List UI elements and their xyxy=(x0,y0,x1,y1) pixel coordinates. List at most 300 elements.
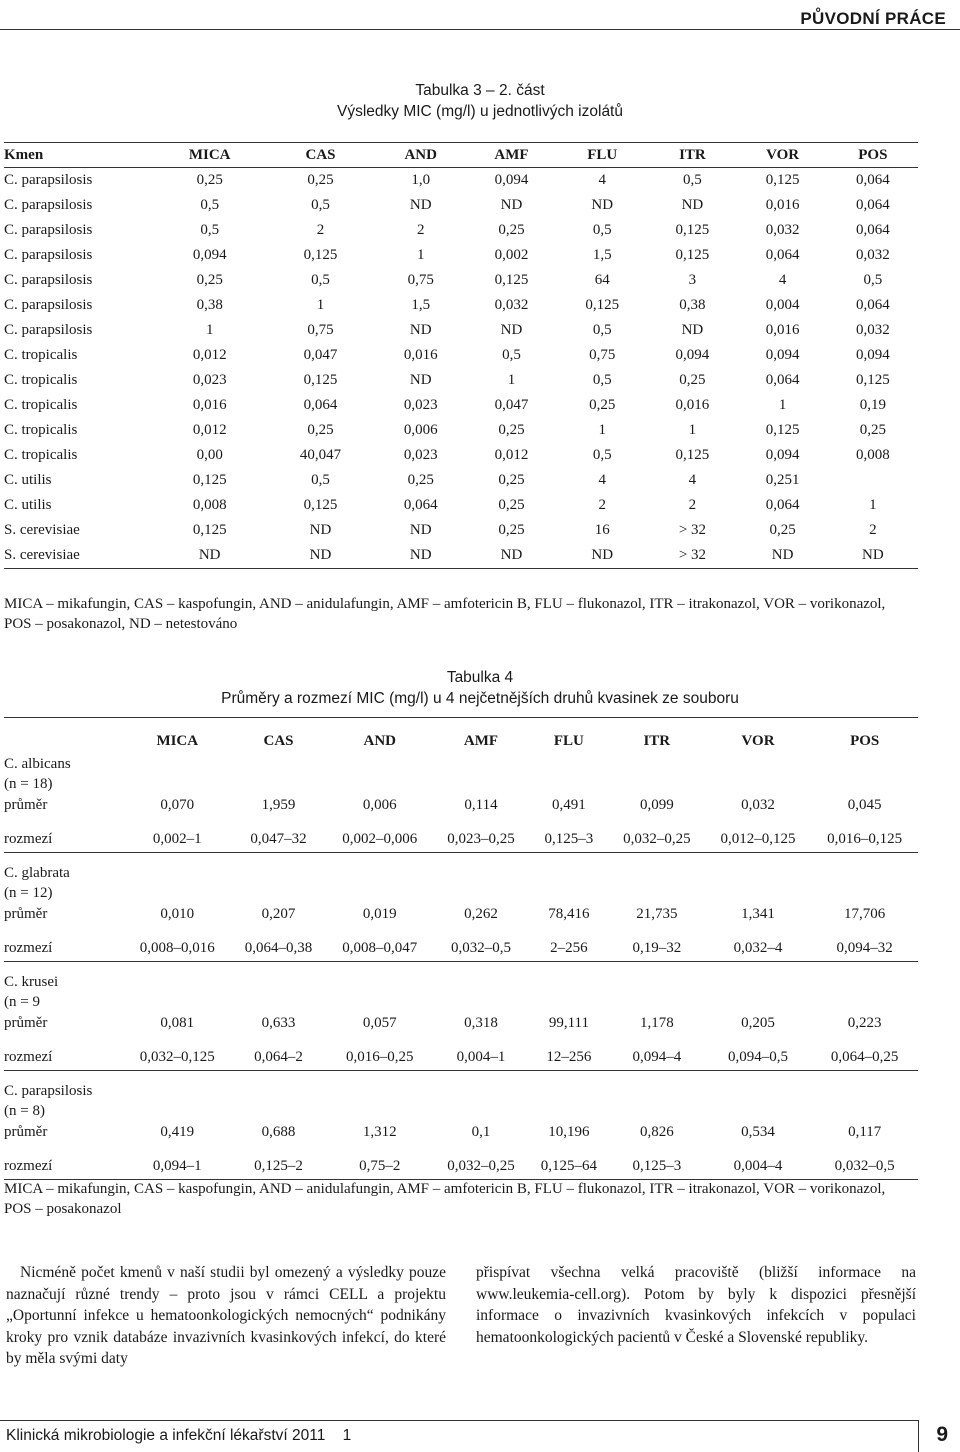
average-label: průměr xyxy=(4,905,48,922)
mic-value: 0,047 xyxy=(494,397,529,413)
mic-value: 0,25 xyxy=(307,422,334,438)
body-text-left: Nicméně počet kmenů v naší studii byl omezený a výsledky pouze naznačují různé trendy – proto jsou v rámci CELL a projektu „Oportunní infekce u hematoonkologických nemocných“ podnikány kroky pro vznik databáze invazivních kvasinkových infekcí, do které by měla svými daty xyxy=(6,1264,446,1367)
mic-value: 1,5 xyxy=(411,297,431,313)
empty-cell xyxy=(705,992,812,1012)
average-value: 0,019 xyxy=(362,905,397,922)
table-row xyxy=(4,543,918,569)
table4-col-header: MICA xyxy=(124,718,231,755)
mic-value: 0,047 xyxy=(303,347,338,363)
species-row xyxy=(4,863,918,883)
average-value: 0,081 xyxy=(160,1014,195,1031)
range-value: 0,032–4 xyxy=(705,935,812,962)
mic-value: ND xyxy=(409,197,432,213)
mic-value: 0,002 xyxy=(494,247,529,263)
mic-value: 0,064 xyxy=(303,397,338,413)
mic-value: 0,064 xyxy=(403,497,438,513)
average-value: 17,706 xyxy=(844,905,886,922)
average-value: 0,491 xyxy=(552,796,586,813)
mic-value: 2 xyxy=(688,497,697,513)
range-value: 0,032–0,5 xyxy=(433,935,529,962)
mic-value: 0,125 xyxy=(675,247,710,263)
empty-cell xyxy=(124,1101,231,1121)
empty-cell xyxy=(811,972,918,992)
table4-col-header: AMF xyxy=(433,718,529,755)
mic-value: 0,064 xyxy=(765,372,800,388)
mic-value: 0,064 xyxy=(765,497,800,513)
empty-cell xyxy=(529,972,609,992)
range-value: 0,75–2 xyxy=(326,1153,433,1180)
table3-col-header: MICA xyxy=(154,143,265,168)
empty-cell xyxy=(609,1081,705,1101)
range-value: 0,012–0,125 xyxy=(705,826,812,853)
empty-cell xyxy=(124,992,231,1012)
empty-cell xyxy=(811,1101,918,1121)
mic-value: 0,016 xyxy=(765,197,800,213)
mic-value: 0,5 xyxy=(502,347,521,363)
species-name: C. glabrata xyxy=(4,864,70,881)
mic-value: 0,016 xyxy=(765,322,800,338)
mic-value: 0,032 xyxy=(855,322,890,338)
strain-name: C. parapsilosis xyxy=(4,272,93,288)
table4-col-header: ITR xyxy=(609,718,705,755)
table4-footnote: MICA – mikafungin, CAS – kaspofungin, AND – anidulafungin, AMF – amfotericin B, FLU – flukonazol, ITR – itrakonazol, VOR – vorikonazol, POS – posakonazol xyxy=(4,1181,886,1217)
table-row xyxy=(4,393,918,418)
range-value: 0,094–4 xyxy=(609,1044,705,1071)
mic-value: 0,251 xyxy=(765,472,800,488)
strain-name: C. tropicalis xyxy=(4,422,78,438)
mic-value: 1 xyxy=(869,497,877,513)
empty-cell xyxy=(705,1101,812,1121)
empty-cell xyxy=(433,992,529,1012)
empty-cell xyxy=(326,1101,433,1121)
mic-value: 0,125 xyxy=(303,247,338,263)
mic-value: 0,012 xyxy=(192,347,227,363)
mic-value: 0,75 xyxy=(407,272,434,288)
mic-value: 0,125 xyxy=(192,472,227,488)
range-value: 0,064–0,38 xyxy=(231,935,327,962)
species-count-row xyxy=(4,1101,918,1121)
mic-value: 0,125 xyxy=(675,447,710,463)
average-row xyxy=(4,1121,918,1143)
mic-value: 0,5 xyxy=(311,472,330,488)
table4-col-header: FLU xyxy=(529,718,609,755)
mic-value: 0,125 xyxy=(765,172,800,188)
average-value: 0,117 xyxy=(848,1123,882,1140)
mic-value: 0,5 xyxy=(311,272,330,288)
range-row xyxy=(4,935,918,962)
table3-col-header: POS xyxy=(828,143,918,168)
mic-value: 0,38 xyxy=(679,297,706,313)
mic-value: 4 xyxy=(778,272,787,288)
empty-cell xyxy=(705,754,812,774)
average-value: 21,735 xyxy=(636,905,678,922)
average-value: 0,010 xyxy=(160,905,195,922)
empty-cell xyxy=(231,883,327,903)
mic-value: 0,032 xyxy=(765,222,800,238)
table-row xyxy=(4,493,918,518)
mic-value: 1 xyxy=(205,322,214,338)
spacer-cell xyxy=(4,925,918,935)
empty-cell xyxy=(326,972,433,992)
species-name: C. krusei xyxy=(4,973,59,990)
average-value: 0,262 xyxy=(464,905,498,922)
mic-value: ND xyxy=(500,197,523,213)
mic-value: 0,125 xyxy=(855,372,890,388)
spacer-cell xyxy=(4,1143,918,1153)
empty-cell xyxy=(433,754,529,774)
empty-cell xyxy=(705,972,812,992)
strain-name: C. parapsilosis xyxy=(4,322,93,338)
empty-cell xyxy=(529,1101,609,1121)
mic-value: 0,25 xyxy=(859,422,886,438)
mic-value: 0,5 xyxy=(200,197,220,213)
empty-cell xyxy=(811,1081,918,1101)
page-number: 9 xyxy=(936,1423,948,1446)
average-value: 0,223 xyxy=(847,1014,882,1031)
species-row xyxy=(4,972,918,992)
empty-cell xyxy=(231,1081,327,1101)
mic-value: 0,19 xyxy=(859,397,886,413)
empty-cell xyxy=(124,863,231,883)
mic-value: 0,032 xyxy=(855,247,890,263)
mic-value: ND xyxy=(500,322,523,338)
mic-value: 1 xyxy=(316,297,325,313)
range-value: 0,032–0,25 xyxy=(433,1153,529,1180)
range-value: 0,032–0,125 xyxy=(124,1044,231,1071)
empty-cell xyxy=(124,883,231,903)
mic-value: 0,016 xyxy=(675,397,710,413)
spacer-cell xyxy=(4,853,918,864)
mic-value: ND xyxy=(198,547,221,563)
mic-value: 0,25 xyxy=(498,497,525,513)
range-value: 0,125–64 xyxy=(529,1153,609,1180)
page-footer xyxy=(0,1420,960,1452)
row-gap xyxy=(4,925,918,935)
mic-value: > 32 xyxy=(678,522,707,538)
mic-value: ND xyxy=(309,547,332,563)
table-row xyxy=(4,368,918,393)
empty-cell xyxy=(326,754,433,774)
strain-name: C. parapsilosis xyxy=(4,172,93,188)
empty-cell xyxy=(811,883,918,903)
strain-name: C. utilis xyxy=(4,472,52,488)
mic-value: ND xyxy=(500,547,523,563)
average-value: 0,032 xyxy=(741,796,775,813)
mic-value: 0,125 xyxy=(585,297,620,313)
table4-caption-subtitle: Průměry a rozmezí MIC (mg/l) u 4 nejčetnějších druhů kvasinek ze souboru xyxy=(221,690,739,707)
mic-value: ND xyxy=(862,547,884,563)
species-count: (n = 8) xyxy=(4,1102,45,1119)
table4-caption-title: Tabulka 4 xyxy=(446,669,514,686)
average-value: 0,633 xyxy=(261,1014,296,1031)
empty-cell xyxy=(231,1101,327,1121)
group-spacer xyxy=(4,853,918,864)
empty-cell xyxy=(231,754,327,774)
empty-cell xyxy=(326,863,433,883)
section-label: PŮVODNÍ PRÁCE xyxy=(800,9,946,28)
mic-value: ND xyxy=(771,547,794,563)
mic-value: 0,5 xyxy=(200,222,220,238)
strain-name: C. parapsilosis xyxy=(4,197,93,213)
average-label: průměr xyxy=(4,1014,48,1031)
range-label: rozmezí xyxy=(4,935,124,962)
empty-cell xyxy=(433,883,529,903)
empty-cell xyxy=(433,774,529,794)
mic-value: 2 xyxy=(598,497,606,513)
empty-cell xyxy=(811,992,918,1012)
mic-value: 64 xyxy=(594,272,610,288)
range-label: rozmezí xyxy=(4,1044,124,1071)
range-row xyxy=(4,1044,918,1071)
table-row xyxy=(4,243,918,268)
empty-cell xyxy=(609,992,705,1012)
average-value: 1,312 xyxy=(362,1123,397,1140)
mic-value: 0,25 xyxy=(196,172,223,188)
species-count-row xyxy=(4,883,918,903)
table-row xyxy=(4,293,918,318)
mic-value: 0,004 xyxy=(765,297,800,313)
mic-value: 0,125 xyxy=(192,522,227,538)
mic-value: 0,5 xyxy=(683,172,702,188)
species-count-row xyxy=(4,992,918,1012)
mic-value: 0,25 xyxy=(307,172,334,188)
table3-footnote: MICA – mikafungin, CAS – kaspofungin, AND – anidulafungin, AMF – amfotericin B, FLU – flukonazol, ITR – itrakonazol, VOR – vorikonazol, POS – posakonazol, ND – netestováno xyxy=(4,596,886,632)
table3-col-header: AMF xyxy=(466,143,557,168)
mic-value: 0,064 xyxy=(855,197,890,213)
row-gap xyxy=(4,816,918,826)
row-gap xyxy=(4,1034,918,1044)
empty-cell xyxy=(609,774,705,794)
mic-value: 1 xyxy=(416,247,425,263)
mic-value: 0,008 xyxy=(855,447,890,463)
table3-caption-title: Tabulka 3 – 2. část xyxy=(415,82,545,99)
mic-value: 1 xyxy=(507,372,516,388)
table3-caption-subtitle: Výsledky MIC (mg/l) u jednotlivých izolátů xyxy=(337,103,623,120)
empty-cell xyxy=(529,992,609,1012)
range-value: 0,016–0,125 xyxy=(811,826,918,853)
mic-value: 0,25 xyxy=(498,522,525,538)
species-name: C. albicans xyxy=(4,755,71,772)
table4-header-row xyxy=(4,718,918,755)
average-row xyxy=(4,794,918,816)
average-value: 0,057 xyxy=(362,1014,397,1031)
spacer-cell xyxy=(4,1034,918,1044)
empty-cell xyxy=(433,1081,529,1101)
mic-value: 0,75 xyxy=(307,322,334,338)
empty-cell xyxy=(326,992,433,1012)
average-value: 0,688 xyxy=(261,1123,296,1140)
mic-value: ND xyxy=(681,197,704,213)
range-value: 0,094–32 xyxy=(811,935,918,962)
mic-value: 1,0 xyxy=(411,172,431,188)
footer-divider xyxy=(918,1420,919,1452)
empty-cell xyxy=(231,774,327,794)
strain-name: C. tropicalis xyxy=(4,372,78,388)
mic-value: 0,5 xyxy=(592,372,612,388)
empty-cell xyxy=(529,754,609,774)
mic-value: ND xyxy=(409,522,432,538)
range-value: 0,016–0,25 xyxy=(326,1044,433,1071)
table-row xyxy=(4,218,918,243)
average-value: 99,111 xyxy=(548,1014,589,1031)
empty-cell xyxy=(705,1081,812,1101)
empty-cell xyxy=(609,972,705,992)
range-value: 0,004–4 xyxy=(705,1153,812,1180)
average-value: 78,416 xyxy=(548,905,590,922)
mic-value: 0,064 xyxy=(855,172,890,188)
average-value: 0,1 xyxy=(471,1123,491,1140)
empty-cell xyxy=(529,774,609,794)
mic-value xyxy=(828,468,918,493)
species-count: (n = 12) xyxy=(4,884,53,901)
mic-value: 0,25 xyxy=(407,472,434,488)
mic-value: 0,5 xyxy=(863,272,883,288)
strain-name: C. parapsilosis xyxy=(4,247,93,263)
range-value: 12–256 xyxy=(529,1044,609,1071)
table4-col-header: POS xyxy=(811,718,918,755)
mic-value: 2 xyxy=(316,222,325,238)
mic-value: 1,5 xyxy=(592,247,612,263)
empty-cell xyxy=(811,863,918,883)
range-value: 0,094–0,5 xyxy=(705,1044,812,1071)
range-value: 2–256 xyxy=(529,935,609,962)
mic-value: 0,023 xyxy=(403,397,438,413)
table3 xyxy=(4,142,918,569)
species-count-row xyxy=(4,774,918,794)
table3-caption xyxy=(0,80,960,122)
empty-cell xyxy=(433,972,529,992)
average-value: 0,826 xyxy=(639,1123,674,1140)
mic-value: 40,047 xyxy=(299,447,342,463)
empty-cell xyxy=(124,754,231,774)
empty-cell xyxy=(609,1101,705,1121)
table-row xyxy=(4,193,918,218)
species-row xyxy=(4,754,918,774)
mic-value: 0,25 xyxy=(679,372,706,388)
range-value: 0,125–2 xyxy=(231,1153,327,1180)
mic-value: 1 xyxy=(778,397,787,413)
mic-value: 0,094 xyxy=(192,247,227,263)
mic-value: 0,5 xyxy=(592,222,612,238)
species-count: (n = 18) xyxy=(4,775,53,792)
table4-col-header: VOR xyxy=(705,718,812,755)
average-value: 0,419 xyxy=(160,1123,195,1140)
empty-cell xyxy=(231,992,327,1012)
table-row xyxy=(4,418,918,443)
mic-value: 0,125 xyxy=(494,272,529,288)
table3-col-header: FLU xyxy=(557,143,647,168)
empty-cell xyxy=(231,972,327,992)
strain-name: C. tropicalis xyxy=(4,347,78,363)
average-value: 0,114 xyxy=(464,796,498,813)
strain-name: C. parapsilosis xyxy=(4,222,93,238)
table3-body xyxy=(4,168,918,569)
mic-value: ND xyxy=(591,197,614,213)
average-row xyxy=(4,1012,918,1034)
mic-value: 0,064 xyxy=(765,247,800,263)
table-row xyxy=(4,318,918,343)
strain-name: S. cerevisiae xyxy=(4,547,80,563)
range-value: 0,002–1 xyxy=(124,826,231,853)
empty-cell xyxy=(609,754,705,774)
mic-value: 0,006 xyxy=(403,422,438,438)
mic-value: 1 xyxy=(598,422,606,438)
range-value: 0,094–1 xyxy=(124,1153,231,1180)
mic-value: 0,125 xyxy=(303,497,338,513)
average-value: 0,099 xyxy=(639,796,674,813)
spacer-cell xyxy=(4,962,918,973)
range-value: 0,008–0,016 xyxy=(124,935,231,962)
range-row xyxy=(4,1153,918,1180)
table3-col-header: Kmen xyxy=(4,143,154,168)
body-text-right: přispívat všechna velká pracoviště (bližší informace na www.leukemia-cell.org). Potom by byly k dispozici přesnější informace o invazivních kvasinkových infekcích v populaci hematoonkologických pacientů v České a Slovenské republiky. xyxy=(476,1264,916,1346)
range-value: 0,064–0,25 xyxy=(811,1044,918,1071)
mic-value: 2 xyxy=(416,222,425,238)
strain-name: C. tropicalis xyxy=(4,447,78,463)
mic-value: 0,094 xyxy=(765,447,800,463)
mic-value: 4 xyxy=(688,472,697,488)
table-row xyxy=(4,518,918,543)
average-value: 0,006 xyxy=(362,796,397,813)
mic-value: 2 xyxy=(869,522,877,538)
average-value: 1,341 xyxy=(741,905,775,922)
mic-value: ND xyxy=(681,322,704,338)
empty-cell xyxy=(705,774,812,794)
strain-name: C. parapsilosis xyxy=(4,297,93,313)
row-gap xyxy=(4,1143,918,1153)
mic-value: 0,38 xyxy=(196,297,223,313)
empty-cell xyxy=(326,774,433,794)
average-value: 0,045 xyxy=(847,796,882,813)
table-row xyxy=(4,168,918,194)
strain-name: C. utilis xyxy=(4,497,52,513)
empty-cell xyxy=(529,863,609,883)
table-row xyxy=(4,468,918,493)
mic-value: 0,012 xyxy=(494,447,529,463)
group-spacer xyxy=(4,1071,918,1082)
average-value: 10,196 xyxy=(548,1123,590,1140)
empty-cell xyxy=(231,863,327,883)
empty-cell xyxy=(326,1081,433,1101)
mic-value: ND xyxy=(309,522,332,538)
mic-value: 0,023 xyxy=(403,447,438,463)
mic-value: 0,012 xyxy=(192,422,227,438)
range-value: 0,023–0,25 xyxy=(433,826,529,853)
table3-col-header: VOR xyxy=(738,143,828,168)
table4-caption xyxy=(0,667,960,709)
mic-value: 0,25 xyxy=(769,522,796,538)
range-label: rozmezí xyxy=(4,1153,124,1180)
mic-value: ND xyxy=(409,547,432,563)
mic-value: 0,25 xyxy=(498,222,525,238)
mic-value: 16 xyxy=(594,522,610,538)
average-value: 0,205 xyxy=(741,1014,775,1031)
average-row xyxy=(4,903,918,925)
mic-value: 0,125 xyxy=(675,222,710,238)
table4-col-header: AND xyxy=(326,718,433,755)
table3-col-header: AND xyxy=(376,143,466,168)
mic-value: 0,032 xyxy=(494,297,529,313)
mic-value: 0,094 xyxy=(494,172,529,188)
mic-value: 0,25 xyxy=(196,272,223,288)
empty-cell xyxy=(124,774,231,794)
range-row xyxy=(4,826,918,853)
species-count: (n = 9 xyxy=(4,993,40,1010)
table3-col-header: CAS xyxy=(265,143,375,168)
footer-rule xyxy=(0,1420,918,1421)
empty-cell xyxy=(326,883,433,903)
mic-value: 0,25 xyxy=(589,397,616,413)
